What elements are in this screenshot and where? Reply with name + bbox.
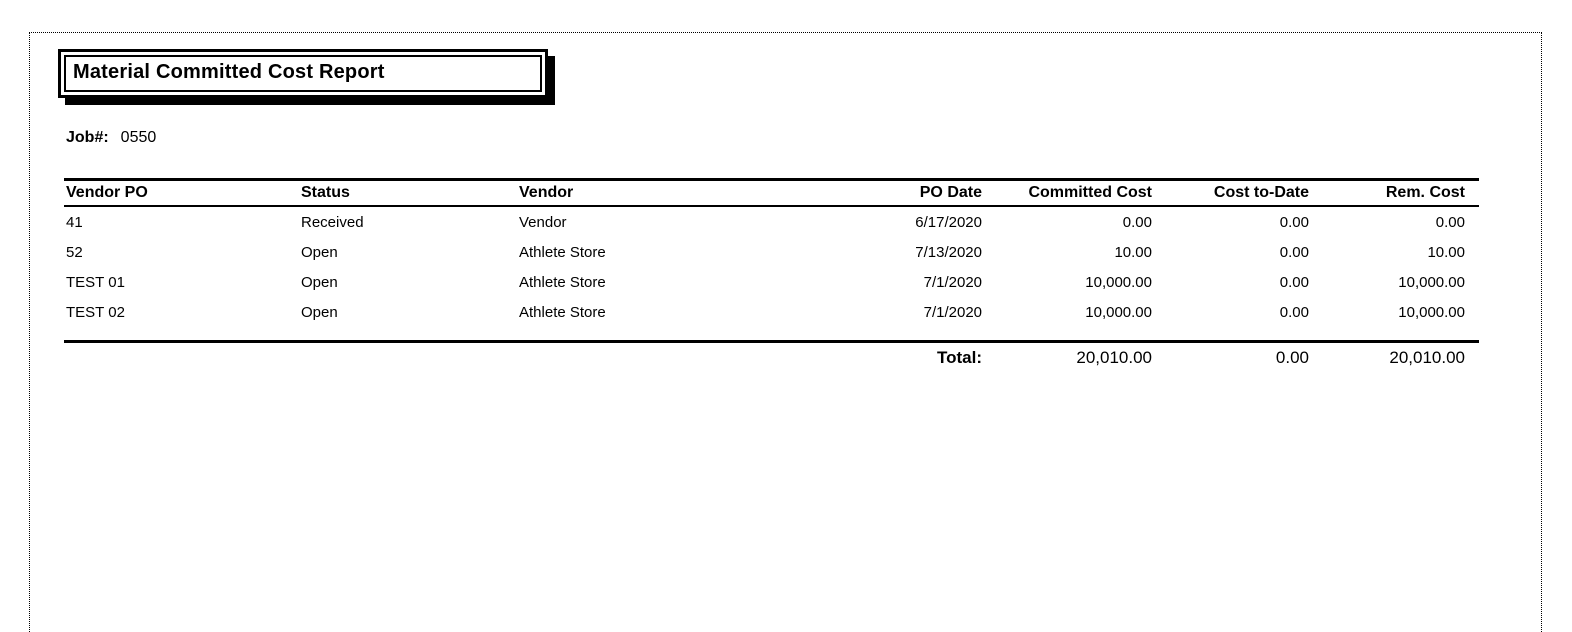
cell-cost_to_date: 0.00 bbox=[1279, 213, 1309, 231]
cell-vendor: Vendor bbox=[519, 213, 567, 231]
cell-cost_to_date: 0.00 bbox=[1279, 303, 1309, 321]
column-header-status: Status bbox=[301, 184, 350, 201]
cell-rem_cost: 10,000.00 bbox=[1398, 273, 1465, 291]
column-header-vendor: Vendor bbox=[519, 184, 574, 201]
committed-cost-table bbox=[64, 178, 1479, 367]
cell-status: Open bbox=[301, 303, 338, 321]
cell-committed_cost: 10,000.00 bbox=[1085, 303, 1152, 321]
cell-po_date: 6/17/2020 bbox=[915, 213, 982, 231]
cell-vendor: Athlete Store bbox=[519, 273, 606, 291]
total-row bbox=[64, 340, 1479, 367]
cell-rem_cost: 10,000.00 bbox=[1398, 303, 1465, 321]
report-page bbox=[29, 32, 1542, 632]
cell-committed_cost: 0.00 bbox=[1122, 213, 1152, 231]
cell-status: Received bbox=[301, 213, 364, 231]
column-header-committed-cost: Committed Cost bbox=[1028, 184, 1152, 201]
job-line bbox=[66, 129, 156, 147]
job-number-label: Job#: bbox=[66, 129, 109, 146]
cell-po_date: 7/1/2020 bbox=[923, 303, 982, 321]
cell-vendor_po: 41 bbox=[66, 213, 83, 231]
report-title: Material Committed Cost Report bbox=[64, 55, 542, 92]
cell-rem_cost: 10.00 bbox=[1427, 243, 1465, 261]
table-row bbox=[64, 207, 1479, 237]
table-row bbox=[64, 267, 1479, 297]
cell-cost_to_date: 0.00 bbox=[1279, 273, 1309, 291]
cell-status: Open bbox=[301, 243, 338, 261]
column-header-rem-cost: Rem. Cost bbox=[1385, 184, 1465, 201]
cell-committed_cost: 10,000.00 bbox=[1085, 273, 1152, 291]
report-title-box bbox=[58, 49, 548, 98]
cell-status: Open bbox=[301, 273, 338, 291]
cell-vendor: Athlete Store bbox=[519, 303, 606, 321]
cell-committed_cost: 10.00 bbox=[1114, 243, 1152, 261]
cell-rem_cost: 0.00 bbox=[1435, 213, 1465, 231]
total-label: Total: bbox=[936, 347, 982, 367]
cell-vendor_po: TEST 02 bbox=[66, 303, 125, 321]
table-row bbox=[64, 237, 1479, 267]
total-committed-cost: 20,010.00 bbox=[1076, 347, 1152, 367]
total-cost-to-date: 0.00 bbox=[1275, 347, 1309, 367]
cell-vendor: Athlete Store bbox=[519, 243, 606, 261]
column-header-po-date: PO Date bbox=[919, 184, 982, 201]
column-header-vendor-po: Vendor PO bbox=[66, 184, 148, 201]
job-number-value: 0550 bbox=[120, 129, 157, 146]
total-rem-cost: 20,010.00 bbox=[1389, 347, 1465, 367]
cell-vendor_po: 52 bbox=[66, 243, 83, 261]
cell-po_date: 7/13/2020 bbox=[915, 243, 982, 261]
table-body bbox=[64, 207, 1479, 327]
table-row bbox=[64, 297, 1479, 327]
cell-po_date: 7/1/2020 bbox=[923, 273, 982, 291]
table-header-row bbox=[64, 178, 1479, 207]
column-header-cost-to-date: Cost to-Date bbox=[1213, 184, 1309, 201]
cell-vendor_po: TEST 01 bbox=[66, 273, 125, 291]
cell-cost_to_date: 0.00 bbox=[1279, 243, 1309, 261]
